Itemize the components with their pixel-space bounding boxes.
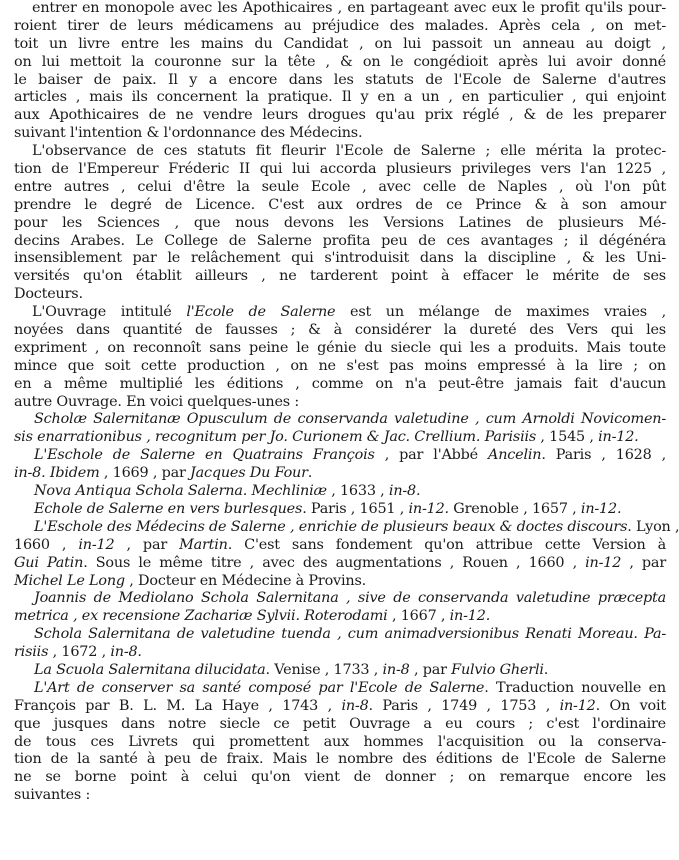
bibliography-entry (14, 662, 666, 680)
paragraph-line: on lui mettoit la couronne sur la tête , & on le congédioit après lui avoir donné (14, 53, 666, 70)
italic-run: risiis (14, 644, 49, 661)
italic-run: in-12. (598, 429, 639, 446)
paragraph-line: roient tirer de leurs médicamens au préjudice des malades. Après cela , on met- (14, 17, 666, 34)
paragraph-line: Docteurs. (14, 286, 83, 303)
bibliography-line (14, 573, 666, 591)
text-run: , Docteur en Médecine à Provins. (124, 572, 367, 589)
italic-run: in-12. (408, 500, 449, 517)
bibliography-line (14, 429, 666, 447)
closing-line: que jusques dans notre siecle ce petit Ouvrage a eu cours ; c'est l'ordinaire (14, 715, 666, 732)
italic-run: in-8 (341, 697, 369, 714)
paragraph-line: expriment , on reconnoît sans peine le génie du siecle qui les a produits. Mais toute (14, 339, 666, 356)
book-page (14, 0, 679, 860)
italic-run: in-12. (580, 500, 622, 517)
text-run: , 1672 , (48, 644, 111, 661)
paragraph-line: en a même multiplié les éditions , comme on n'a peut-être jamais fait d'aucun (14, 375, 666, 392)
closing-line: de tous ces Livrets qui promettent aux hommes l'acquisition ou la conserva- (14, 733, 666, 750)
text-run: , 1667 , (387, 608, 450, 625)
paragraph-line: tion de l'Empereur Fréderic II qui lui accorda plusieurs privileges vers l'an 1225 , (14, 161, 666, 178)
paragraph-line: le baiser de paix. Il y a encore dans les statuts de l'Ecole de Salerne d'autres (14, 71, 666, 88)
italic-run: metrica , ex recensione Zachariæ Sylvii. Roterodami (14, 608, 388, 625)
closing-line: ne se borne point à celui qu'on vient de donner ; on remarque encore les (14, 769, 666, 786)
italic-run: L'Eschole de Salerne en Quatrains François (34, 447, 375, 464)
text-run: , 1545 , (536, 429, 599, 446)
text-run: Grenoble , 1657 , (448, 500, 581, 517)
paragraph-line: suivant l'intention & l'ordonnance des Médecins. (14, 125, 363, 142)
text-run: , par (114, 536, 180, 553)
bibliography-line (14, 411, 666, 429)
paragraph-line: articles , mais ils concernent la pratique. Il y en a un , en particulier , qui enjoint (14, 89, 666, 106)
closing-line: tion de la santé à peu de fraix. Mais le nombre des éditions de l'Ecole de Salerne (14, 751, 666, 768)
italic-run: Scholæ Salernitanæ Opusculum de conservanda valetudine , cum Arnoldi Novicomen- (34, 411, 666, 428)
text-run: L'Ouvrage intitulé (32, 304, 187, 321)
italic-run: Echole de Salerne en vers burlesques (34, 500, 303, 517)
text-run: . (543, 661, 549, 678)
text-run: . Venise , 1733 , (265, 661, 383, 678)
closing-line: suivantes : (14, 787, 91, 804)
italic-run: Martin (179, 536, 228, 553)
paragraph-line: decins Arabes. Le College de Salerne profita peu de ces avantages ; il dégénéra (14, 232, 666, 249)
paragraph-apothicaires (14, 0, 666, 143)
text-run: , 1669 , par (99, 465, 191, 482)
bibliography-entry (14, 447, 666, 483)
paragraph-line: autre Ouvrage. En voici quelques-unes : (14, 393, 300, 410)
text-run: François par B. L. M. La Haye , 1743 , (14, 697, 342, 714)
paragraph-closing (14, 680, 666, 805)
italic-run: in-12 (585, 554, 622, 571)
italic-run: in-12 (559, 697, 596, 714)
text-run: , par l'Abbé (374, 447, 489, 464)
italic-run: Nova Antiqua Schola Salerna. Mechliniæ (34, 483, 327, 500)
paragraph-line: L'observance de ces statuts fit fleurir l'Ecole de Salerne ; elle mérita la protec- (32, 143, 666, 160)
text-run: . Lyon , (627, 518, 679, 535)
italic-run: Ancelin (488, 447, 542, 464)
italic-run: Jacques Du Four (190, 465, 308, 482)
bibliography-line (14, 483, 666, 501)
bibliography-line (14, 608, 666, 626)
bibliography-line (14, 626, 666, 644)
bibliography-line (14, 518, 679, 537)
italic-run: Michel Le Long (14, 572, 125, 589)
bibliography-entry (14, 590, 666, 626)
paragraph-line (14, 304, 666, 322)
paragraph-line: prendre le degré de Licence. C'est aux ordres de ce Prince & à son amour (14, 196, 666, 213)
paragraph-line: entrer en monopole avec les Apothicaires , en partageant avec eux le profit qu'ils pour- (32, 0, 666, 16)
italic-run: in-8. (388, 483, 421, 500)
bibliography-line (14, 447, 666, 465)
paragraph-line: mince que soit cette production , on ne s'est pas moins empressé à la lire ; on (14, 357, 666, 374)
italic-run: in-8. (110, 644, 142, 661)
bibliography-line (14, 555, 666, 573)
paragraph-line: entre autres , celui d'être la seule Ecole , avec celle de Naples , où l'on pût (14, 178, 666, 195)
bibliography-entry (14, 518, 679, 591)
bibliography-line (14, 590, 666, 608)
bibliography-line (14, 662, 666, 680)
italic-run: l'Ecole de Salerne (186, 304, 336, 321)
bibliography-line (14, 644, 666, 662)
bibliography-list (14, 411, 679, 679)
text-run: . Paris , 1749 , 1753 , (368, 697, 560, 714)
italic-run: Fulvio Gherli (451, 661, 544, 678)
text-run: , par (621, 554, 666, 571)
text-run: . Sous le même titre , avec des augmentations , Rouen , 1660 , (83, 554, 586, 571)
text-run: , par (409, 661, 452, 678)
closing-line (14, 680, 666, 698)
italic-run: in-8. Ibidem (14, 465, 100, 482)
closing-line (14, 698, 666, 716)
bibliography-line (14, 501, 666, 519)
italic-run: Gui Patin (14, 554, 84, 571)
italic-run: sis enarrationibus , recognitum per Jo. Curionem & Jac. Crellium. Parisiis (14, 429, 537, 446)
bibliography-line (14, 465, 666, 483)
paragraph-line: insensiblement par le relâchement qui s'introduisit dans la discipline , & les Uni- (14, 250, 666, 267)
paragraph-line: aux Apothicaires de ne vendre leurs drogues qu'au prix réglé , & de les preparer (14, 107, 666, 124)
italic-run: L'Art de conserver sa santé composé par l'Ecole de Salerne (34, 679, 485, 696)
paragraph-ouvrage (14, 304, 666, 411)
paragraph-line: versités qu'on établit ailleurs , ne tarderent point à effacer le mérite de ses (14, 268, 666, 285)
italic-run: La Scuola Salernitana dilucidata (34, 661, 266, 678)
italic-run: in-12 (78, 536, 115, 553)
text-run: . C'est sans fondement qu'on attribue cette Version à (227, 536, 666, 553)
bibliography-line (14, 537, 666, 555)
paragraph-observance (14, 143, 666, 304)
paragraph-line: noyées dans quantité de fausses ; & à considérer la dureté des Vers qui les (14, 322, 666, 339)
text-run: . Paris , 1651 , (302, 500, 409, 517)
italic-run: Schola Salernitana de valetudine tuenda , cum animadversionibus Renati Moreau. Pa- (34, 626, 666, 643)
italic-run: in-12. (449, 608, 491, 625)
text-run: . On voit (595, 697, 667, 714)
paragraph-line: pour les Sciences , que nous devons les Versions Latines de plusieurs Mé- (14, 214, 666, 231)
text-run: est un mélange de maximes vraies , (335, 304, 667, 321)
paragraph-line: toit un livre entre les mains du Candidat , on lui passoit un anneau au doigt , (14, 35, 666, 52)
text-run: , 1633 , (326, 483, 389, 500)
italic-run: in-8 (382, 661, 410, 678)
bibliography-entry (14, 411, 666, 447)
bibliography-entry (14, 501, 666, 519)
text-run: . (307, 465, 313, 482)
bibliography-entry (14, 483, 666, 501)
text-run: 1660 , (14, 536, 79, 553)
italic-run: L'Eschole des Médecins de Salerne , enrichie de plusieurs beaux & doctes discours (34, 518, 628, 535)
bibliography-entry (14, 626, 666, 662)
text-run: . Paris , 1628 , (541, 447, 666, 464)
italic-run: Joannis de Mediolano Schola Salernitana , sive de conservanda valetudine præcepta (34, 590, 666, 607)
text-run: . Traduction nouvelle en (484, 679, 666, 696)
